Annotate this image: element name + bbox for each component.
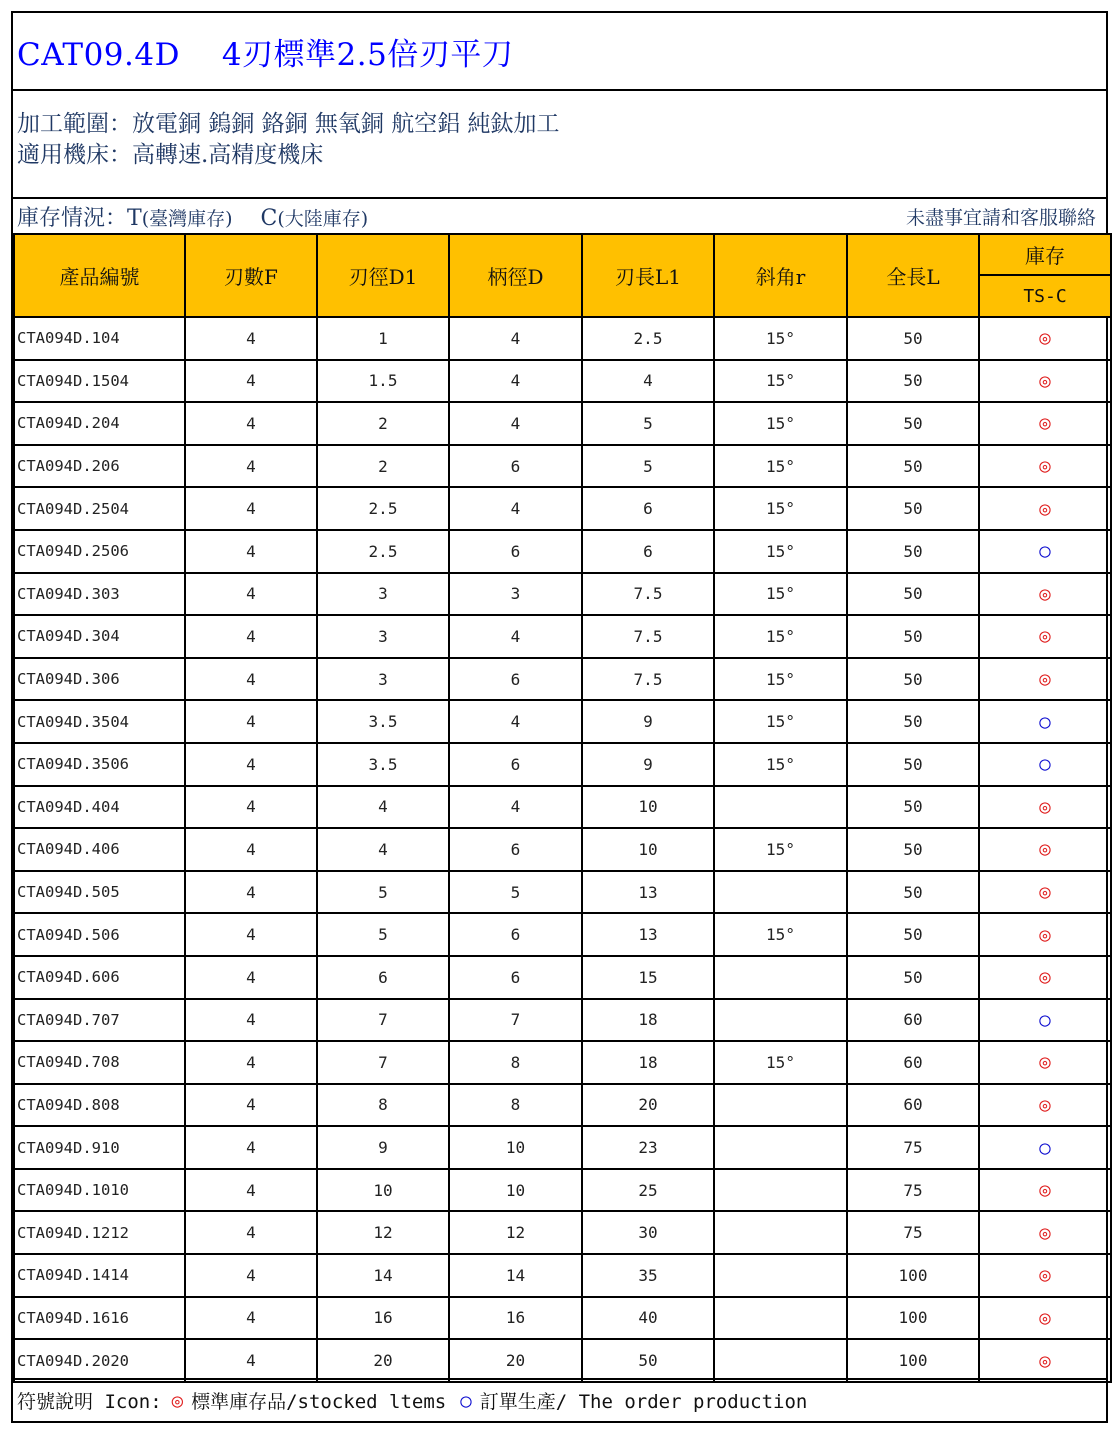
cell-d1: 5 [317,913,449,956]
cell-flutes: 4 [185,1254,317,1297]
stock-t-code: T [127,205,142,231]
cell-angle [714,1126,847,1169]
cell-angle: 15° [714,402,847,445]
cell-d1: 6 [317,956,449,999]
cell-d1: 2 [317,402,449,445]
table-row [14,999,1111,1042]
cell-angle: 15° [714,615,847,658]
stock-status-label: 庫存情況： [17,205,128,231]
stocked-icon: ◎ [1039,1349,1051,1372]
table-row [14,317,1111,360]
stocked-icon: ◎ [1039,668,1051,691]
cell-length: 50 [847,658,979,701]
table-row [14,1254,1111,1297]
legend [13,1378,1106,1421]
stock-status-band [13,199,1106,233]
cell-length: 50 [847,615,979,658]
stocked-icon: ◎ [171,1389,184,1412]
cell-angle [714,1169,847,1212]
cell-angle: 15° [714,700,847,743]
cell-angle: 15° [714,658,847,701]
cell-d: 10 [449,1169,582,1212]
cell-d1: 7 [317,999,449,1042]
cell-stock [979,487,1111,530]
cell-flutes: 4 [185,1297,317,1340]
cell-angle [714,956,847,999]
cell-flutes: 4 [185,1084,317,1127]
cell-stock [979,828,1111,871]
cell-l1: 35 [582,1254,714,1297]
cell-flutes: 4 [185,700,317,743]
stocked-icon: ◎ [1039,1306,1051,1329]
cell-stock [979,360,1111,403]
cell-code: CTA094D.708 [14,1041,185,1084]
catalog-sheet [11,11,1108,1423]
cell-d1: 4 [317,786,449,829]
cell-length: 100 [847,1254,979,1297]
cell-l1: 7.5 [582,658,714,701]
table-row [14,913,1111,956]
cell-stock [979,1339,1111,1382]
cell-l1: 10 [582,828,714,871]
cell-l1: 40 [582,1297,714,1340]
cell-d1: 7 [317,1041,449,1084]
cell-flutes: 4 [185,743,317,786]
cell-stock [979,871,1111,914]
stocked-icon: ◎ [1039,625,1051,648]
cell-length: 100 [847,1339,979,1382]
col-header-stock-sub: TS-C [979,275,1111,317]
cell-code: CTA094D.306 [14,658,185,701]
cell-angle [714,1254,847,1297]
cell-d: 6 [449,956,582,999]
cell-l1: 5 [582,445,714,488]
stocked-icon: ◎ [1039,1221,1051,1244]
cell-length: 60 [847,1041,979,1084]
stocked-icon: ◎ [1039,923,1051,946]
cell-d: 6 [449,530,582,573]
stock-c-note: (大陸庫存) [277,207,369,230]
cell-code: CTA094D.606 [14,956,185,999]
cell-code: CTA094D.910 [14,1126,185,1169]
cell-stock [979,445,1111,488]
cell-stock [979,1084,1111,1127]
cell-d1: 10 [317,1169,449,1212]
cell-angle [714,871,847,914]
cell-length: 50 [847,445,979,488]
cell-angle: 15° [714,360,847,403]
table-row [14,658,1111,701]
cell-d1: 3 [317,615,449,658]
cell-flutes: 4 [185,871,317,914]
cell-code: CTA094D.406 [14,828,185,871]
cell-d: 5 [449,871,582,914]
table-row [14,445,1111,488]
table-row [14,828,1111,871]
cell-stock [979,530,1111,573]
order-icon: ○ [1039,753,1051,776]
table-row [14,1084,1111,1127]
cell-d1: 3.5 [317,700,449,743]
cell-d: 20 [449,1339,582,1382]
cell-angle [714,1084,847,1127]
cell-length: 50 [847,786,979,829]
stocked-icon: ◎ [1039,1179,1051,1202]
cell-l1: 30 [582,1211,714,1254]
table-row [14,487,1111,530]
cell-l1: 4 [582,360,714,403]
cell-code: CTA094D.303 [14,573,185,616]
order-icon: ○ [1039,1008,1051,1031]
cell-flutes: 4 [185,615,317,658]
cell-l1: 18 [582,1041,714,1084]
cell-code: CTA094D.2504 [14,487,185,530]
stocked-icon: ◎ [1039,369,1051,392]
col-header-stock: 庫存 [979,234,1111,275]
cell-length: 50 [847,487,979,530]
cell-d: 6 [449,913,582,956]
cell-stock [979,573,1111,616]
cell-stock [979,615,1111,658]
cell-d: 4 [449,487,582,530]
page-title: CAT09.4D 4刃標準2.5倍刃平刀 [17,36,514,73]
stock-status [17,201,368,232]
cell-angle [714,999,847,1042]
cell-flutes: 4 [185,1126,317,1169]
cell-flutes: 4 [185,913,317,956]
cell-d1: 8 [317,1084,449,1127]
cell-angle [714,1211,847,1254]
cell-l1: 15 [582,956,714,999]
cell-l1: 10 [582,786,714,829]
cell-d1: 20 [317,1339,449,1382]
table-row [14,360,1111,403]
stocked-icon: ◎ [1039,795,1051,818]
cell-l1: 13 [582,913,714,956]
cell-code: CTA094D.1616 [14,1297,185,1340]
table-row [14,1169,1111,1212]
cell-angle: 15° [714,445,847,488]
cell-d: 4 [449,402,582,445]
cell-d: 4 [449,360,582,403]
cell-stock [979,317,1111,360]
cell-d1: 2 [317,445,449,488]
stocked-icon: ◎ [1039,497,1051,520]
cell-angle [714,1339,847,1382]
cell-code: CTA094D.2020 [14,1339,185,1382]
cell-l1: 9 [582,743,714,786]
table-row [14,615,1111,658]
cell-length: 50 [847,828,979,871]
cell-d: 6 [449,743,582,786]
info-band [13,91,1106,199]
cell-stock [979,1041,1111,1084]
cell-d: 4 [449,700,582,743]
table-row [14,786,1111,829]
cell-angle [714,786,847,829]
col-header-angle: 斜角r [714,234,847,317]
table-row [14,1297,1111,1340]
cell-d1: 3 [317,658,449,701]
applicable-machine: 適用機床：高轉速.高精度機床 [17,142,324,168]
cell-stock [979,1254,1111,1297]
cell-length: 50 [847,360,979,403]
order-icon: ○ [1039,540,1051,563]
stocked-icon: ◎ [1039,1051,1051,1074]
cell-d: 4 [449,786,582,829]
cell-d: 6 [449,445,582,488]
stock-c-code: C [260,205,278,231]
cell-length: 75 [847,1126,979,1169]
cell-d1: 16 [317,1297,449,1340]
cell-stock [979,1297,1111,1340]
cell-flutes: 4 [185,530,317,573]
cell-code: CTA094D.2506 [14,530,185,573]
processing-range: 加工範圍：放電銅 鎢銅 鉻銅 無氧銅 航空鋁 純鈦加工 [17,111,560,137]
table-row [14,700,1111,743]
cell-flutes: 4 [185,445,317,488]
cell-flutes: 4 [185,487,317,530]
cell-code: CTA094D.505 [14,871,185,914]
table-row [14,573,1111,616]
cell-stock [979,1169,1111,1212]
cell-length: 50 [847,402,979,445]
cell-length: 50 [847,913,979,956]
cell-d: 12 [449,1211,582,1254]
cell-angle: 15° [714,828,847,871]
cell-l1: 20 [582,1084,714,1127]
col-header-l1: 刃長L1 [582,234,714,317]
cell-stock [979,1126,1111,1169]
cell-flutes: 4 [185,317,317,360]
cell-angle: 15° [714,530,847,573]
cell-length: 60 [847,1084,979,1127]
cell-d: 6 [449,658,582,701]
cell-code: CTA094D.808 [14,1084,185,1127]
col-header-d1: 刃徑D1 [317,234,449,317]
cell-l1: 18 [582,999,714,1042]
cell-d1: 1 [317,317,449,360]
cell-flutes: 4 [185,999,317,1042]
table-row [14,402,1111,445]
cell-d1: 2.5 [317,487,449,530]
table-row [14,1339,1111,1382]
cell-code: CTA094D.3504 [14,700,185,743]
cell-d1: 9 [317,1126,449,1169]
order-icon: ○ [460,1389,472,1412]
cell-d1: 3 [317,573,449,616]
col-header-flutes: 刃數F [185,234,317,317]
table-row [14,530,1111,573]
cell-stock [979,913,1111,956]
cell-stock [979,999,1111,1042]
cell-stock [979,658,1111,701]
table-row [14,1211,1111,1254]
cell-angle: 15° [714,317,847,360]
cell-d: 16 [449,1297,582,1340]
cell-d1: 5 [317,871,449,914]
cell-d1: 2.5 [317,530,449,573]
col-header-code: 產品編號 [14,234,185,317]
cell-l1: 50 [582,1339,714,1382]
table-row [14,1126,1111,1169]
cell-length: 50 [847,871,979,914]
table-body [14,317,1111,1382]
cell-length: 50 [847,317,979,360]
cell-length: 50 [847,700,979,743]
order-icon: ○ [1039,1136,1051,1159]
cell-length: 50 [847,956,979,999]
spec-table [13,233,1112,1383]
cell-d: 8 [449,1041,582,1084]
cell-l1: 9 [582,700,714,743]
cell-l1: 6 [582,530,714,573]
cell-l1: 7.5 [582,615,714,658]
stocked-icon: ◎ [1039,1093,1051,1116]
title-band [13,13,1106,91]
cell-code: CTA094D.204 [14,402,185,445]
cell-flutes: 4 [185,956,317,999]
stock-t-note: (臺灣庫存) [141,207,233,230]
cell-code: CTA094D.3506 [14,743,185,786]
cell-flutes: 4 [185,1211,317,1254]
cell-length: 75 [847,1169,979,1212]
stocked-icon: ◎ [1039,582,1051,605]
cell-l1: 13 [582,871,714,914]
cell-flutes: 4 [185,573,317,616]
cell-l1: 7.5 [582,573,714,616]
cell-stock [979,700,1111,743]
stocked-icon: ◎ [1039,838,1051,861]
cell-d1: 12 [317,1211,449,1254]
cell-d1: 14 [317,1254,449,1297]
cell-l1: 25 [582,1169,714,1212]
cell-angle: 15° [714,487,847,530]
cell-d: 14 [449,1254,582,1297]
cell-d1: 3.5 [317,743,449,786]
cell-length: 60 [847,999,979,1042]
cell-code: CTA094D.304 [14,615,185,658]
cell-angle [714,1297,847,1340]
cell-code: CTA094D.1414 [14,1254,185,1297]
table-row [14,956,1111,999]
cell-d1: 1.5 [317,360,449,403]
cell-length: 50 [847,743,979,786]
stocked-icon: ◎ [1039,412,1051,435]
cell-d: 3 [449,573,582,616]
cell-l1: 2.5 [582,317,714,360]
cell-stock [979,1211,1111,1254]
cell-angle: 15° [714,573,847,616]
cell-stock [979,956,1111,999]
cell-l1: 23 [582,1126,714,1169]
cell-code: CTA094D.206 [14,445,185,488]
table-row [14,871,1111,914]
cell-l1: 6 [582,487,714,530]
cell-flutes: 4 [185,360,317,403]
cell-code: CTA094D.506 [14,913,185,956]
cell-angle: 15° [714,743,847,786]
cell-code: CTA094D.707 [14,999,185,1042]
legend-order-text: 訂單生產/ The order production [479,1391,808,1413]
col-header-d: 柄徑D [449,234,582,317]
cell-flutes: 4 [185,658,317,701]
table-row [14,1041,1111,1084]
contact-note: 未盡事宜請和客服聯絡 [905,206,1096,229]
cell-d: 10 [449,1126,582,1169]
cell-flutes: 4 [185,786,317,829]
cell-d: 4 [449,317,582,360]
cell-d: 7 [449,999,582,1042]
stocked-icon: ◎ [1039,966,1051,989]
cell-d: 4 [449,615,582,658]
cell-flutes: 4 [185,1339,317,1382]
cell-angle: 15° [714,913,847,956]
cell-length: 50 [847,530,979,573]
legend-stocked-text: 標準庫存品/stocked ltems [191,1391,447,1413]
stocked-icon: ◎ [1039,455,1051,478]
cell-d1: 4 [317,828,449,871]
cell-flutes: 4 [185,402,317,445]
stocked-icon: ◎ [1039,1264,1051,1287]
cell-stock [979,402,1111,445]
order-icon: ○ [1039,710,1051,733]
cell-code: CTA094D.404 [14,786,185,829]
cell-code: CTA094D.104 [14,317,185,360]
cell-flutes: 4 [185,1041,317,1084]
legend-prefix: 符號說明 Icon: [17,1391,162,1413]
cell-length: 50 [847,573,979,616]
stocked-icon: ◎ [1039,327,1051,350]
cell-d: 6 [449,828,582,871]
table-row [14,743,1111,786]
cell-angle: 15° [714,1041,847,1084]
cell-length: 75 [847,1211,979,1254]
cell-d: 8 [449,1084,582,1127]
cell-length: 100 [847,1297,979,1340]
cell-flutes: 4 [185,828,317,871]
stocked-icon: ◎ [1039,881,1051,904]
cell-l1: 5 [582,402,714,445]
cell-code: CTA094D.1010 [14,1169,185,1212]
cell-stock [979,743,1111,786]
col-header-length: 全長L [847,234,979,317]
cell-stock [979,786,1111,829]
table-header-row [14,234,1111,275]
cell-flutes: 4 [185,1169,317,1212]
cell-code: CTA094D.1504 [14,360,185,403]
cell-code: CTA094D.1212 [14,1211,185,1254]
